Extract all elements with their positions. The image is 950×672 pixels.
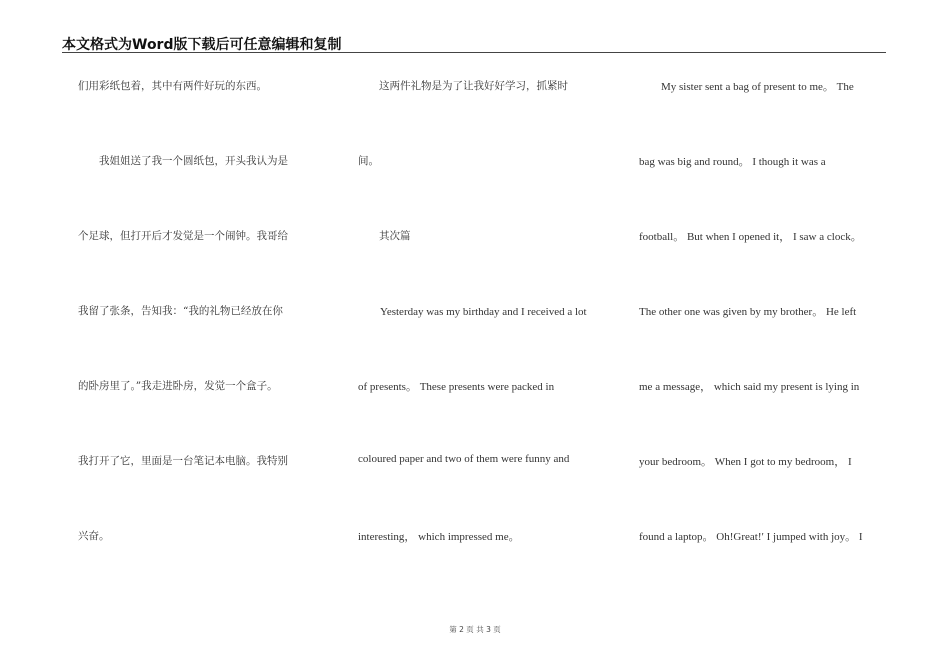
text-line: 的卧房里了。”我走进卧房，发觉一个盒子。 — [78, 380, 278, 392]
text-line: of presents。 These presents were packed in — [358, 381, 555, 393]
header-divider — [62, 52, 886, 53]
text-line: 其次篇 — [358, 230, 411, 242]
text-line: 们用彩纸包着，其中有两件好玩的东西。 — [78, 80, 267, 92]
text-line: 我打开了它，里面是一台笔记本电脑。我特别 — [78, 455, 288, 467]
page-number-footer: 第 2 页 共 3 页 — [449, 625, 501, 634]
text-line: 我留了张条，告知我：“我的礼物已经放在你 — [78, 305, 283, 317]
text-line: found a laptop。 Oh!Great!′ I jumped with joy。 I — [639, 531, 863, 543]
text-line: The other one was given by my brother。 He left — [639, 306, 857, 318]
document-header-title: 本文格式为Word版下载后可任意编辑和复制 — [62, 37, 342, 53]
text-line: 兴奋。 — [78, 530, 110, 542]
text-line: football。 But when I opened it， I saw a clock。 — [639, 231, 862, 243]
text-line: 这两件礼物是为了让我好好学习，抓紧时 — [358, 80, 568, 92]
text-line: Yesterday was my birthday and I received a lot — [358, 306, 587, 318]
text-line: 间。 — [358, 155, 379, 167]
text-line: your bedroom。 When I got to my bedroom， I — [639, 456, 852, 468]
text-line: coloured paper and two of them were funny and — [358, 453, 570, 465]
text-line: bag was big and round。 I though it was a — [639, 156, 826, 168]
text-line: interesting， which impressed me。 — [358, 531, 520, 543]
text-line: 我姐姐送了我一个圆纸包，开头我认为是 — [78, 155, 288, 167]
text-line: me a message， which said my present is lying in — [639, 381, 860, 393]
text-line: My sister sent a bag of present to me。 The — [639, 81, 854, 93]
text-line: 个足球，但打开后才发觉是一个闹钟。我哥给 — [78, 230, 288, 242]
